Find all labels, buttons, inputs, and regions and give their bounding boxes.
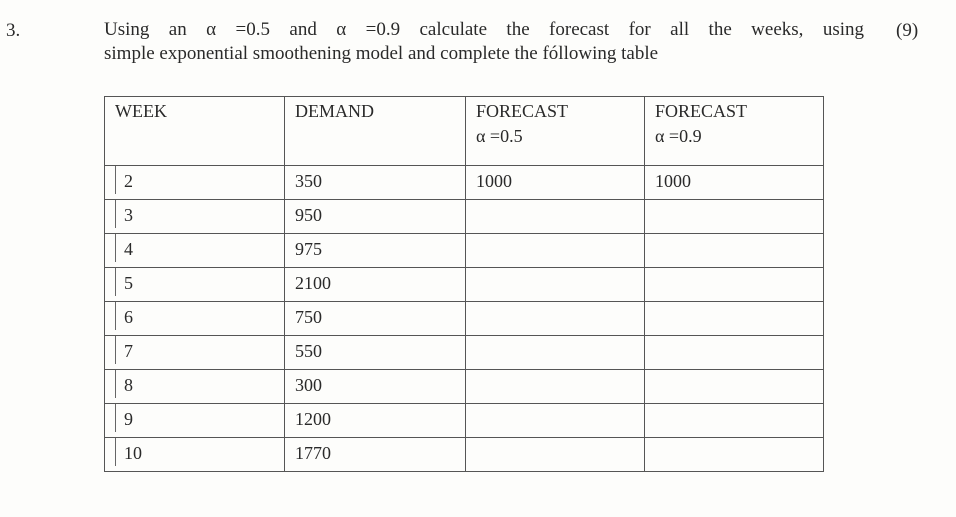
table-row [105, 166, 824, 200]
week-cell: 8 [105, 370, 285, 404]
demand-cell: 750 [285, 302, 466, 336]
week-cell: 4 [105, 234, 285, 268]
forecast-alpha-05-cell[interactable] [466, 302, 645, 336]
header-forecast-alpha-05-line1: FORECAST [476, 101, 569, 121]
demand-cell: 2100 [285, 268, 466, 302]
week-cell: 9 [105, 404, 285, 438]
forecast-alpha-05-cell[interactable] [466, 336, 645, 370]
forecast-alpha-09-cell[interactable] [645, 336, 824, 370]
week-cell: 6 [105, 302, 285, 336]
question-text-line-1: Using an α =0.5 and α =0.9 calculate the forecast for all the weeks, using [104, 19, 864, 40]
week-cell: 2 [105, 166, 285, 200]
forecast-alpha-09-cell[interactable] [645, 200, 824, 234]
demand-cell: 950 [285, 200, 466, 234]
demand-cell: 975 [285, 234, 466, 268]
table-row [105, 336, 824, 370]
forecast-alpha-09-cell[interactable] [645, 370, 824, 404]
table-row [105, 370, 824, 404]
week-cell: 7 [105, 336, 285, 370]
forecast-alpha-05-cell[interactable] [466, 268, 645, 302]
header-week [105, 97, 285, 166]
forecast-alpha-05-cell[interactable] [466, 438, 645, 472]
week-cell: 10 [105, 438, 285, 472]
forecast-alpha-05-cell[interactable] [466, 404, 645, 438]
table-row [105, 200, 824, 234]
header-week-label: WEEK [115, 101, 167, 121]
demand-cell: 550 [285, 336, 466, 370]
week-cell: 5 [105, 268, 285, 302]
forecast-table [104, 96, 824, 472]
forecast-alpha-05-cell[interactable] [466, 200, 645, 234]
table-row [105, 302, 824, 336]
demand-cell: 1200 [285, 404, 466, 438]
header-demand [285, 97, 466, 166]
forecast-alpha-09-cell[interactable] [645, 404, 824, 438]
forecast-alpha-09-cell[interactable] [645, 234, 824, 268]
forecast-alpha-05-cell[interactable]: 1000 [466, 166, 645, 200]
forecast-alpha-05-cell[interactable] [466, 234, 645, 268]
question-text [104, 18, 864, 66]
header-demand-label: DEMAND [295, 101, 374, 121]
table-row [105, 438, 824, 472]
table-row [105, 234, 824, 268]
forecast-alpha-09-cell[interactable] [645, 268, 824, 302]
question-text-line-2: simple exponential smoothening model and complete the fóllowing table [104, 43, 659, 64]
week-cell: 3 [105, 200, 285, 234]
question-marks: (9) [896, 20, 919, 41]
forecast-alpha-05-cell[interactable] [466, 370, 645, 404]
header-forecast-alpha-05-line2: α =0.5 [476, 126, 523, 146]
header-forecast-alpha-09 [645, 97, 824, 166]
question-number: 3. [6, 20, 21, 41]
header-forecast-alpha-09-line1: FORECAST [655, 101, 748, 121]
forecast-alpha-09-cell[interactable] [645, 302, 824, 336]
forecast-alpha-09-cell[interactable]: 1000 [645, 166, 824, 200]
table-header-row [105, 97, 824, 166]
forecast-alpha-09-cell[interactable] [645, 438, 824, 472]
header-forecast-alpha-09-line2: α =0.9 [655, 126, 702, 146]
table-row [105, 268, 824, 302]
table-row [105, 404, 824, 438]
demand-cell: 1770 [285, 438, 466, 472]
demand-cell: 350 [285, 166, 466, 200]
demand-cell: 300 [285, 370, 466, 404]
header-forecast-alpha-05 [466, 97, 645, 166]
